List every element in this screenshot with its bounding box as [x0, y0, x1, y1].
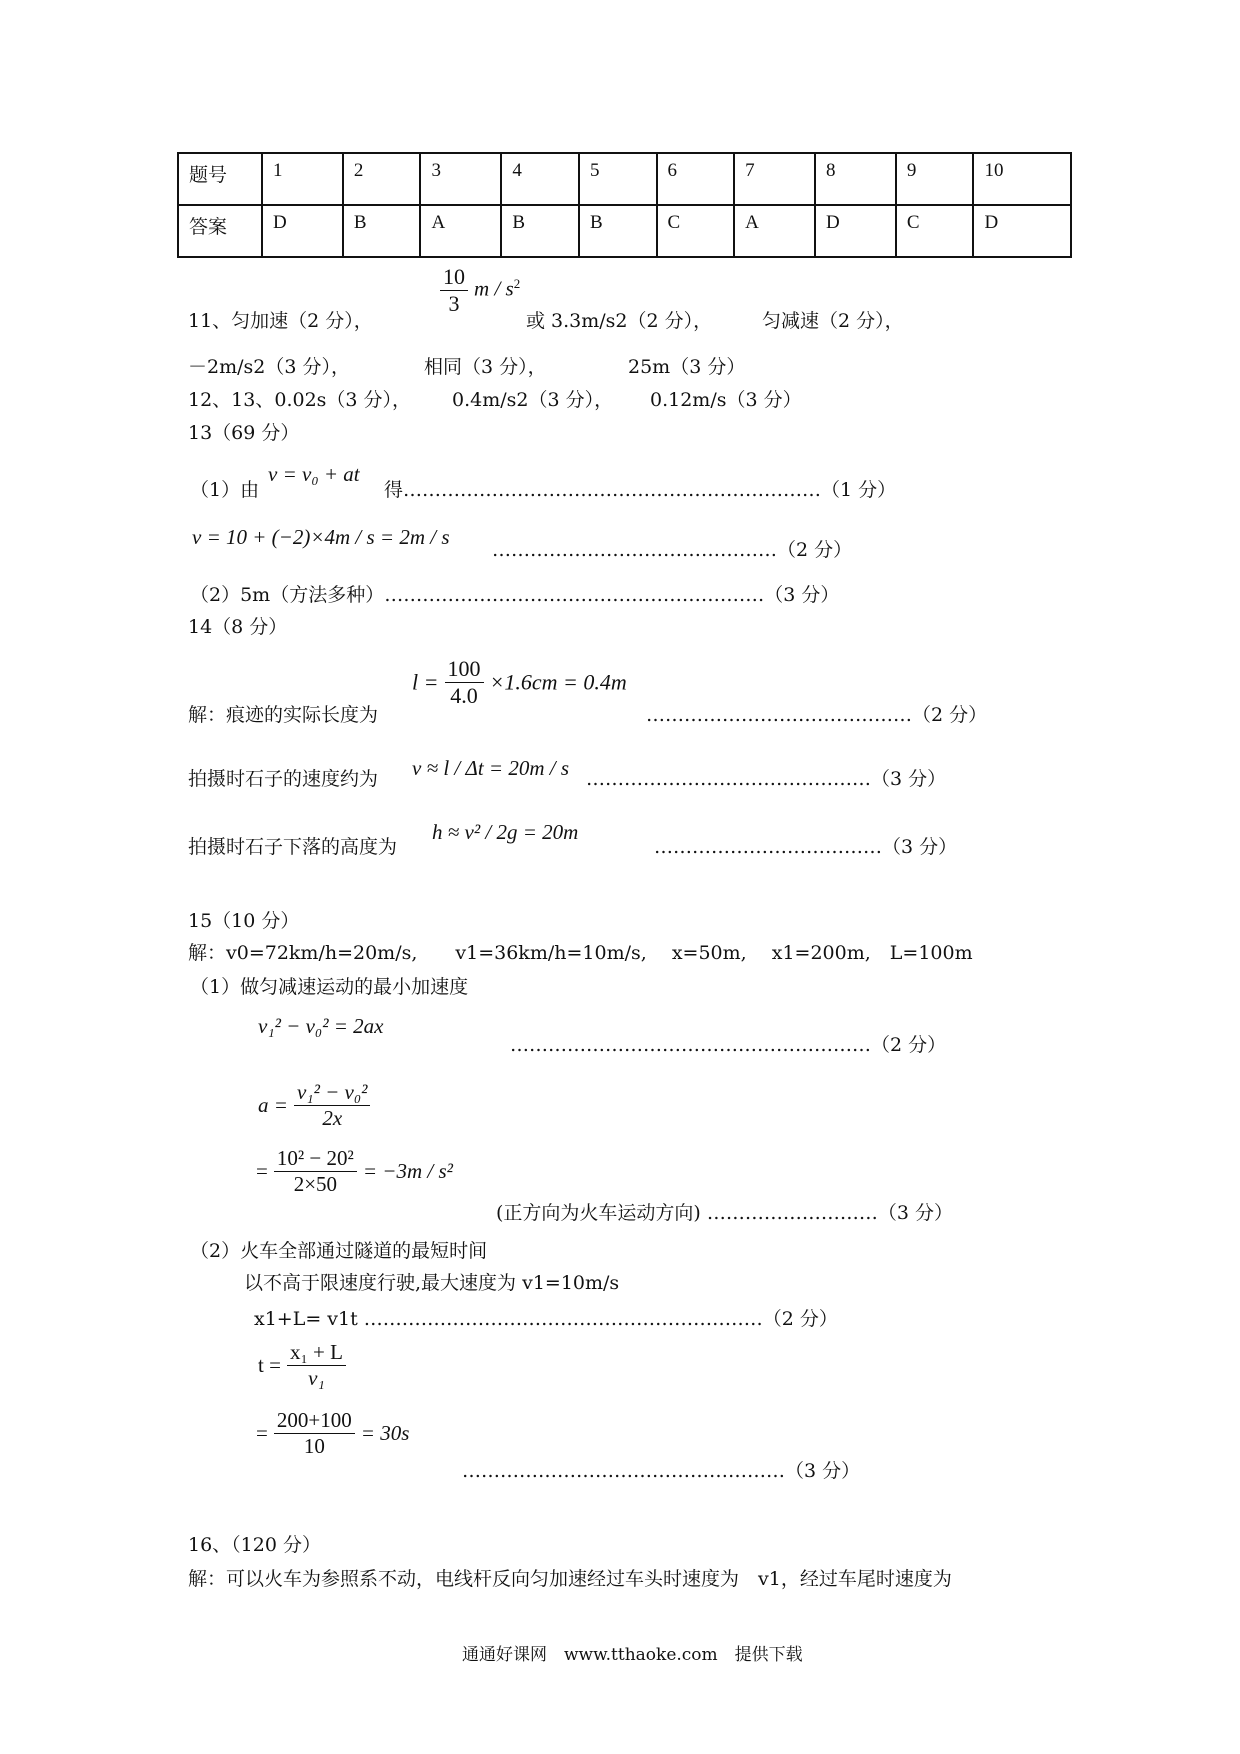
q11-prefix: 11、匀加速（2 分）， [188, 310, 373, 332]
fraction-denominator: 10 [303, 1434, 325, 1458]
table-cell: 6 [657, 153, 735, 205]
table-cell: 10 [973, 153, 1071, 205]
q15-eq2 [258, 1080, 370, 1131]
table-row-label: 答案 [178, 205, 262, 257]
q14-l2-formula: v ≈ l / Δt = 20m / s [412, 756, 570, 780]
q11-right: 匀减速（2 分）， [762, 310, 904, 332]
q12-a: 12、13、0.02s（3 分）， [188, 389, 412, 411]
table-cell: A [420, 205, 501, 257]
q15-eq5-dots: ……………………………………………（3 分） [462, 1460, 861, 1482]
q14-title: 14（8 分） [188, 616, 288, 638]
q13-title: 13（69 分） [188, 422, 300, 444]
q14-l3-dots: ………………………………（3 分） [654, 836, 958, 858]
table-cell: 1 [262, 153, 343, 205]
q15-eq5 [256, 1408, 409, 1459]
q13-p1-formula: v = v₀ + at [268, 462, 360, 486]
q15-title: 15（10 分） [188, 910, 300, 932]
table-cell: A [734, 205, 815, 257]
q16-line1: 解：可以火车为参照系不动，电线杆反向匀加速经过车头时速度为 v1，经过车尾时速度为 [188, 1568, 952, 1590]
q14-l2-label: 拍摄时石子的速度约为 [188, 768, 379, 790]
table-cell: C [657, 205, 735, 257]
formula-lhs: = [256, 1159, 268, 1183]
q11-line2-a: －2m/s2（3 分）， [188, 356, 350, 378]
table-cell: B [501, 205, 579, 257]
fraction-denominator: 3 [448, 291, 460, 316]
fraction-numerator: v₁² − v₀² [294, 1080, 371, 1106]
q14-l3-formula: h ≈ v² / 2g = 20m [432, 820, 579, 844]
formula-lhs: l = [412, 669, 439, 695]
q15-given: 解：v0=72km/h=20m/s, v1=36km/h=10m/s, x=50m, x1=200m, L=100m [188, 942, 973, 964]
unit-exponent: 2 [513, 276, 521, 292]
formula-rhs: = −3m / s² [362, 1159, 453, 1183]
table-cell: B [343, 205, 421, 257]
table-cell: 3 [420, 153, 501, 205]
fraction-numerator: 10 [440, 264, 468, 291]
q11-line2-b: 相同（3 分）， [424, 356, 547, 378]
formula-lhs: = [256, 1421, 268, 1445]
fraction-numerator: 10² − 20² [274, 1146, 357, 1172]
fraction-numerator: 100 [445, 656, 484, 683]
q15-eq1-dots: …………………………………………………（2 分） [510, 1034, 947, 1056]
q15-p1-title: （1）做匀减速运动的最小加速度 [190, 976, 469, 998]
fraction-denominator: 4.0 [450, 683, 478, 708]
table-row-label: 题号 [178, 153, 262, 205]
table-cell: 4 [501, 153, 579, 205]
q14-l1-label: 解：痕迹的实际长度为 [188, 704, 379, 726]
answer-table [177, 152, 1072, 258]
table-row [178, 153, 1071, 205]
q15-p2-title: （2）火车全部通过隧道的最短时间 [190, 1240, 488, 1262]
q14-l1-formula [412, 656, 627, 709]
q14-l2-dots: ………………………………………（3 分） [586, 768, 947, 790]
q15-p2-l2: x1+L= v1t ………………………………………………………（2 分） [254, 1308, 838, 1330]
table-cell: D [973, 205, 1071, 257]
page-footer: 通通好课网 www.tthaoke.com 提供下载 [462, 1645, 803, 1665]
fraction-unit: m / s [474, 276, 514, 301]
q13-p1-label: （1）由 [190, 479, 260, 501]
q15-eq3 [256, 1146, 453, 1197]
table-cell: D [262, 205, 343, 257]
q12-b: 0.4m/s2（3 分）， [452, 389, 614, 411]
table-cell: C [896, 205, 974, 257]
table-cell: 9 [896, 153, 974, 205]
q14-l1-dots: ……………………………………（2 分） [646, 704, 988, 726]
table-cell: 5 [579, 153, 657, 205]
q15-p2-l1: 以不高于限速度行驶,最大速度为 v1=10m/s [244, 1272, 620, 1294]
q13-p2-dots: ………………………………………（2 分） [492, 539, 853, 561]
q13-p3: （2）5m（方法多种）……………………………………………………（3 分） [190, 584, 840, 606]
formula-lhs: a = [258, 1093, 288, 1117]
fraction-denominator: 2×50 [293, 1172, 338, 1196]
formula-rhs: ×1.6cm = 0.4m [489, 669, 627, 695]
q15-eq1: v₁² − v₀² = 2ax [258, 1014, 384, 1038]
q13-p2-formula: v = 10 + (−2)×4m / s = 2m / s [192, 525, 450, 549]
q13-p1-after: 得…………………………………………………………（1 分） [384, 479, 897, 501]
table-cell: 7 [734, 153, 815, 205]
table-row [178, 205, 1071, 257]
formula-rhs: = 30s [360, 1421, 410, 1445]
q16-title: 16、（120 分） [188, 1534, 321, 1556]
table-cell: B [579, 205, 657, 257]
q14-l3-label: 拍摄时石子下落的高度为 [188, 836, 398, 858]
q11-line2-c: 25m（3 分） [628, 356, 746, 378]
q11-fraction [440, 264, 520, 317]
table-cell: 2 [343, 153, 421, 205]
q11-after: 或 3.3m/s2（2 分）， [526, 310, 713, 332]
q15-eq4 [258, 1340, 346, 1391]
formula-lhs: t = [258, 1353, 281, 1377]
fraction-denominator: v₁ [308, 1366, 325, 1390]
table-cell: D [815, 205, 896, 257]
q12-c: 0.12m/s（3 分） [650, 389, 802, 411]
table-cell: 8 [815, 153, 896, 205]
fraction-denominator: 2x [322, 1106, 343, 1130]
fraction-numerator: x₁ + L [287, 1340, 346, 1366]
q15-eq3-note: (正方向为火车运动方向) ………………………（3 分） [496, 1202, 953, 1224]
fraction-numerator: 200+100 [274, 1408, 355, 1434]
